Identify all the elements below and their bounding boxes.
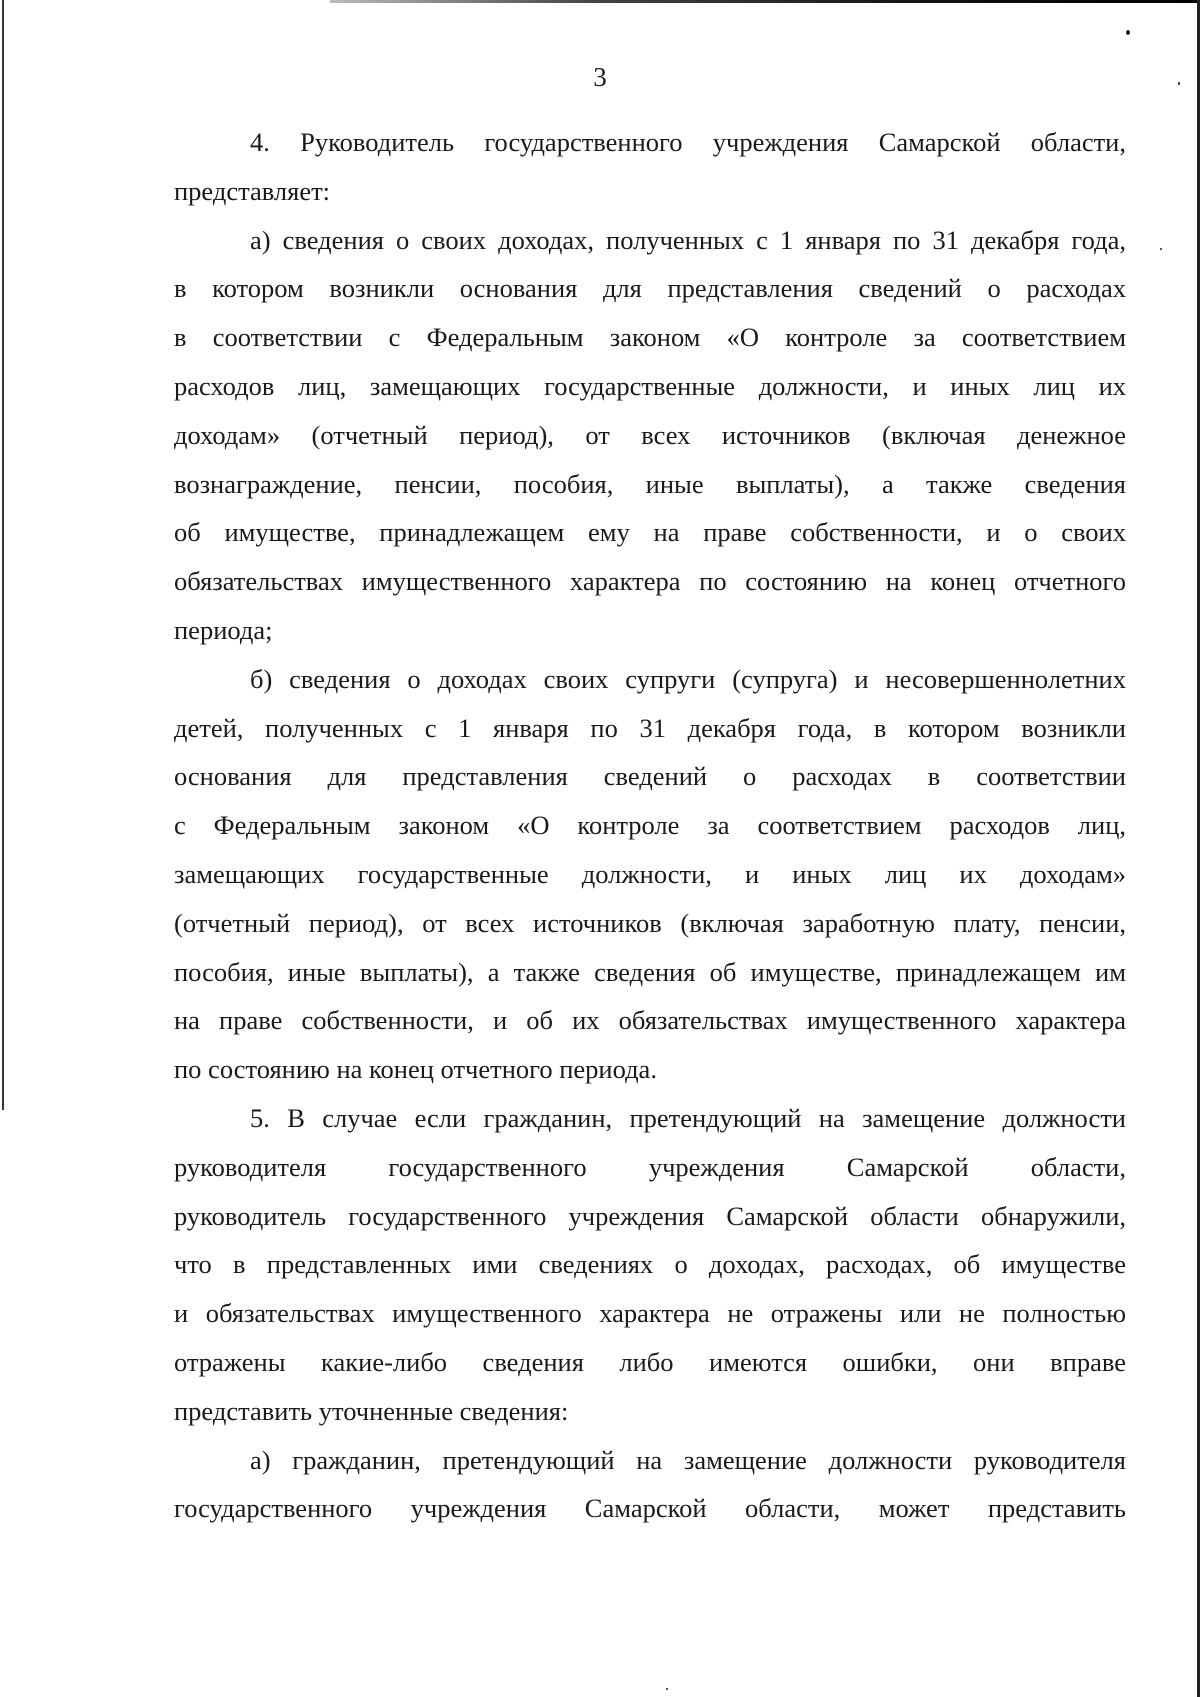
text-line: 5. В случае если гражданин, претендующий на замещение должности bbox=[250, 1102, 1126, 1133]
text-line: и обязательствах имущественного характера не отражены или не полностью bbox=[174, 1298, 1126, 1329]
text-line: по состоянию на конец отчетного периода. bbox=[174, 1054, 657, 1085]
paragraph-5 bbox=[174, 1094, 1126, 1436]
text-line: а) гражданин, претендующий на замещение должности руководителя bbox=[250, 1444, 1126, 1475]
document-body bbox=[174, 118, 1126, 1533]
paragraph-4b bbox=[174, 655, 1126, 1094]
scan-speck bbox=[666, 1688, 668, 1690]
text-line: отражены какие-либо сведения либо имеются ошибки, они вправе bbox=[174, 1346, 1126, 1377]
scan-speck bbox=[1126, 30, 1130, 35]
text-line: б) сведения о доходах своих супруги (супруга) и несовершеннолетних bbox=[250, 663, 1126, 694]
text-line: основания для представления сведений о расходах в соответствии bbox=[174, 761, 1126, 792]
text-line: а) сведения о своих доходах, полученных с 1 января по 31 декабря года, bbox=[250, 224, 1126, 255]
text-line: в соответствии с Федеральным законом «О контроле за соответствием bbox=[174, 322, 1126, 353]
text-line: замещающих государственные должности, и иных лиц их доходам» bbox=[174, 858, 1126, 889]
text-line: вознаграждение, пенсии, пособия, иные выплаты), а также сведения bbox=[174, 468, 1126, 499]
text-line: периода; bbox=[174, 614, 273, 645]
text-line: (отчетный период), от всех источников (включая заработную плату, пенсии, bbox=[174, 907, 1126, 938]
text-line: детей, полученных с 1 января по 31 декабря года, в котором возникли bbox=[174, 712, 1126, 743]
paragraph-4 bbox=[174, 118, 1126, 216]
paragraph-5a bbox=[174, 1436, 1126, 1534]
scan-edge-top bbox=[330, 0, 1200, 3]
text-line: руководитель государственного учреждения Самарской области обнаружили, bbox=[174, 1200, 1126, 1231]
text-line: представляет: bbox=[174, 175, 331, 206]
text-line: на праве собственности, и об их обязательствах имущественного характера bbox=[174, 1005, 1126, 1036]
text-line: 4. Руководитель государственного учреждения Самарской области, bbox=[250, 127, 1126, 157]
text-line: пособия, иные выплаты), а также сведения об имуществе, принадлежащем им bbox=[174, 956, 1126, 987]
text-line: в котором возникли основания для представления сведений о расходах bbox=[174, 273, 1126, 304]
paragraph-4a bbox=[174, 216, 1126, 655]
text-line: с Федеральным законом «О контроле за соответствием расходов лиц, bbox=[174, 810, 1126, 841]
text-line: расходов лиц, замещающих государственные должности, и иных лиц их bbox=[174, 370, 1126, 401]
scan-speck bbox=[1160, 248, 1162, 250]
text-line: государственного учреждения Самарской области, может представить bbox=[174, 1493, 1126, 1524]
text-line: руководителя государственного учреждения Самарской области, bbox=[174, 1151, 1126, 1182]
text-line: представить уточненные сведения: bbox=[174, 1395, 569, 1426]
scan-edge-left bbox=[2, 0, 4, 1110]
page-number: 3 bbox=[593, 62, 607, 92]
text-line: что в представленных ими сведениях о доходах, расходах, об имуществе bbox=[174, 1249, 1126, 1280]
text-line: обязательствах имущественного характера по состоянию на конец отчетного bbox=[174, 566, 1126, 597]
text-line: доходам» (отчетный период), от всех источников (включая денежное bbox=[174, 419, 1126, 450]
text-line: об имуществе, принадлежащем ему на праве собственности, и о своих bbox=[174, 517, 1126, 548]
